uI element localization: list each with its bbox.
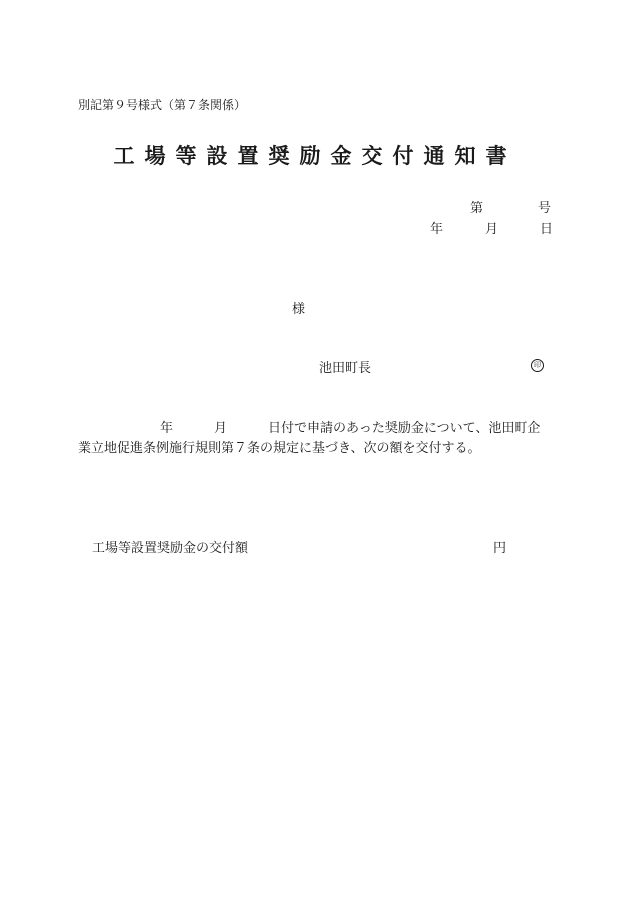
amount-label: 工場等設置奨励金の交付額 bbox=[92, 541, 249, 556]
date-month-label: 月 bbox=[485, 222, 499, 237]
issuer-name: 池田町長 bbox=[319, 361, 372, 376]
body-month-label: 月 bbox=[214, 421, 228, 436]
form-reference: 別記第９号様式（第７条関係） bbox=[78, 98, 247, 112]
body-text-line-1: 日付で申請のあった奨励金について、池田町企 bbox=[268, 421, 541, 436]
body-year-label: 年 bbox=[160, 421, 174, 436]
document-title: 工場等設置奨励金交付通知書 bbox=[113, 143, 517, 168]
number-suffix: 号 bbox=[538, 201, 552, 216]
amount-unit: 円 bbox=[493, 541, 507, 556]
addressee-honorific: 様 bbox=[292, 302, 306, 317]
number-prefix: 第 bbox=[470, 201, 484, 216]
seal-mark-icon: 印 bbox=[531, 359, 544, 372]
date-day-label: 日 bbox=[540, 222, 554, 237]
date-year-label: 年 bbox=[430, 222, 444, 237]
body-text-line-2: 業立地促進条例施行規則第７条の規定に基づき、次の額を交付する。 bbox=[78, 441, 481, 456]
